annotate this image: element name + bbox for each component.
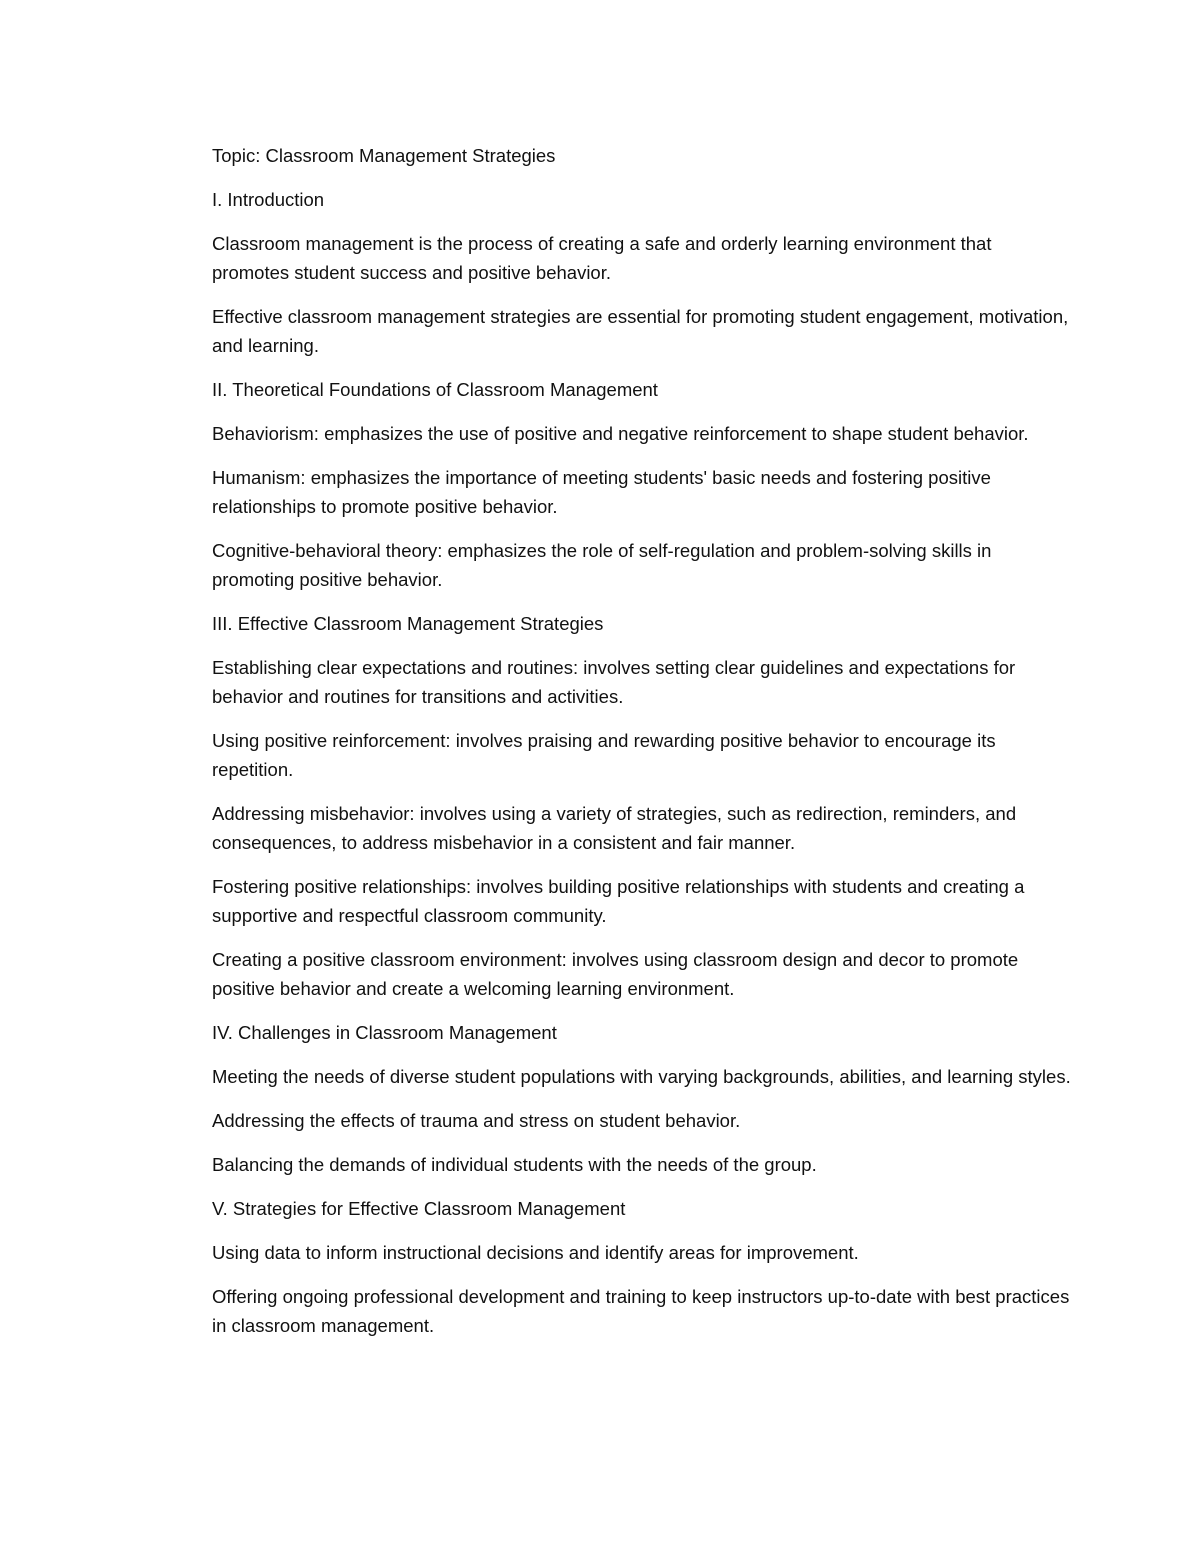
document-title: Topic: Classroom Management Strategies	[212, 145, 556, 166]
section-heading-strategies-for-effective-management: V. Strategies for Effective Classroom Management	[212, 1198, 626, 1219]
paragraph: Addressing the effects of trauma and stress on student behavior.	[212, 1110, 741, 1131]
paragraph: Addressing misbehavior: involves using a variety of strategies, such as redirection, reminders, and consequences, to address misbehavior in a consistent and fair manner.	[212, 803, 1017, 853]
paragraph: Effective classroom management strategies are essential for promoting student engagement, motivation, and learning.	[212, 306, 1069, 356]
paragraph: Offering ongoing professional development and training to keep instructors up-to-date with best practices in classroom management.	[212, 1286, 1070, 1336]
section-heading-challenges: IV. Challenges in Classroom Management	[212, 1022, 557, 1043]
paragraph: Cognitive-behavioral theory: emphasizes the role of self-regulation and problem-solving skills in promoting positive behavior.	[212, 540, 992, 590]
section-heading-theoretical-foundations: II. Theoretical Foundations of Classroom Management	[212, 379, 658, 400]
paragraph: Using positive reinforcement: involves praising and rewarding positive behavior to encourage its repetition.	[212, 730, 996, 780]
paragraph: Establishing clear expectations and routines: involves setting clear guidelines and expectations for behavior and routines for transitions and activities.	[212, 657, 1016, 707]
paragraph: Balancing the demands of individual students with the needs of the group.	[212, 1154, 817, 1175]
section-heading-introduction: I. Introduction	[212, 189, 325, 210]
paragraph: Humanism: emphasizes the importance of meeting students' basic needs and fostering positive relationships to promote positive behavior.	[212, 467, 991, 517]
paragraph: Behaviorism: emphasizes the use of positive and negative reinforcement to shape student behavior.	[212, 423, 1029, 444]
section-heading-effective-strategies: III. Effective Classroom Management Strategies	[212, 613, 604, 634]
paragraph: Fostering positive relationships: involves building positive relationships with students and creating a supportive and respectful classroom community.	[212, 876, 1025, 926]
paragraph: Creating a positive classroom environment: involves using classroom design and decor to promote positive behavior and create a welcoming learning environment.	[212, 949, 1019, 999]
paragraph: Classroom management is the process of creating a safe and orderly learning environment that promotes student success and positive behavior.	[212, 233, 992, 283]
paragraph: Using data to inform instructional decisions and identify areas for improvement.	[212, 1242, 859, 1263]
paragraph: Meeting the needs of diverse student populations with varying backgrounds, abilities, and learning styles.	[212, 1066, 1071, 1087]
document-page	[212, 141, 1072, 1355]
